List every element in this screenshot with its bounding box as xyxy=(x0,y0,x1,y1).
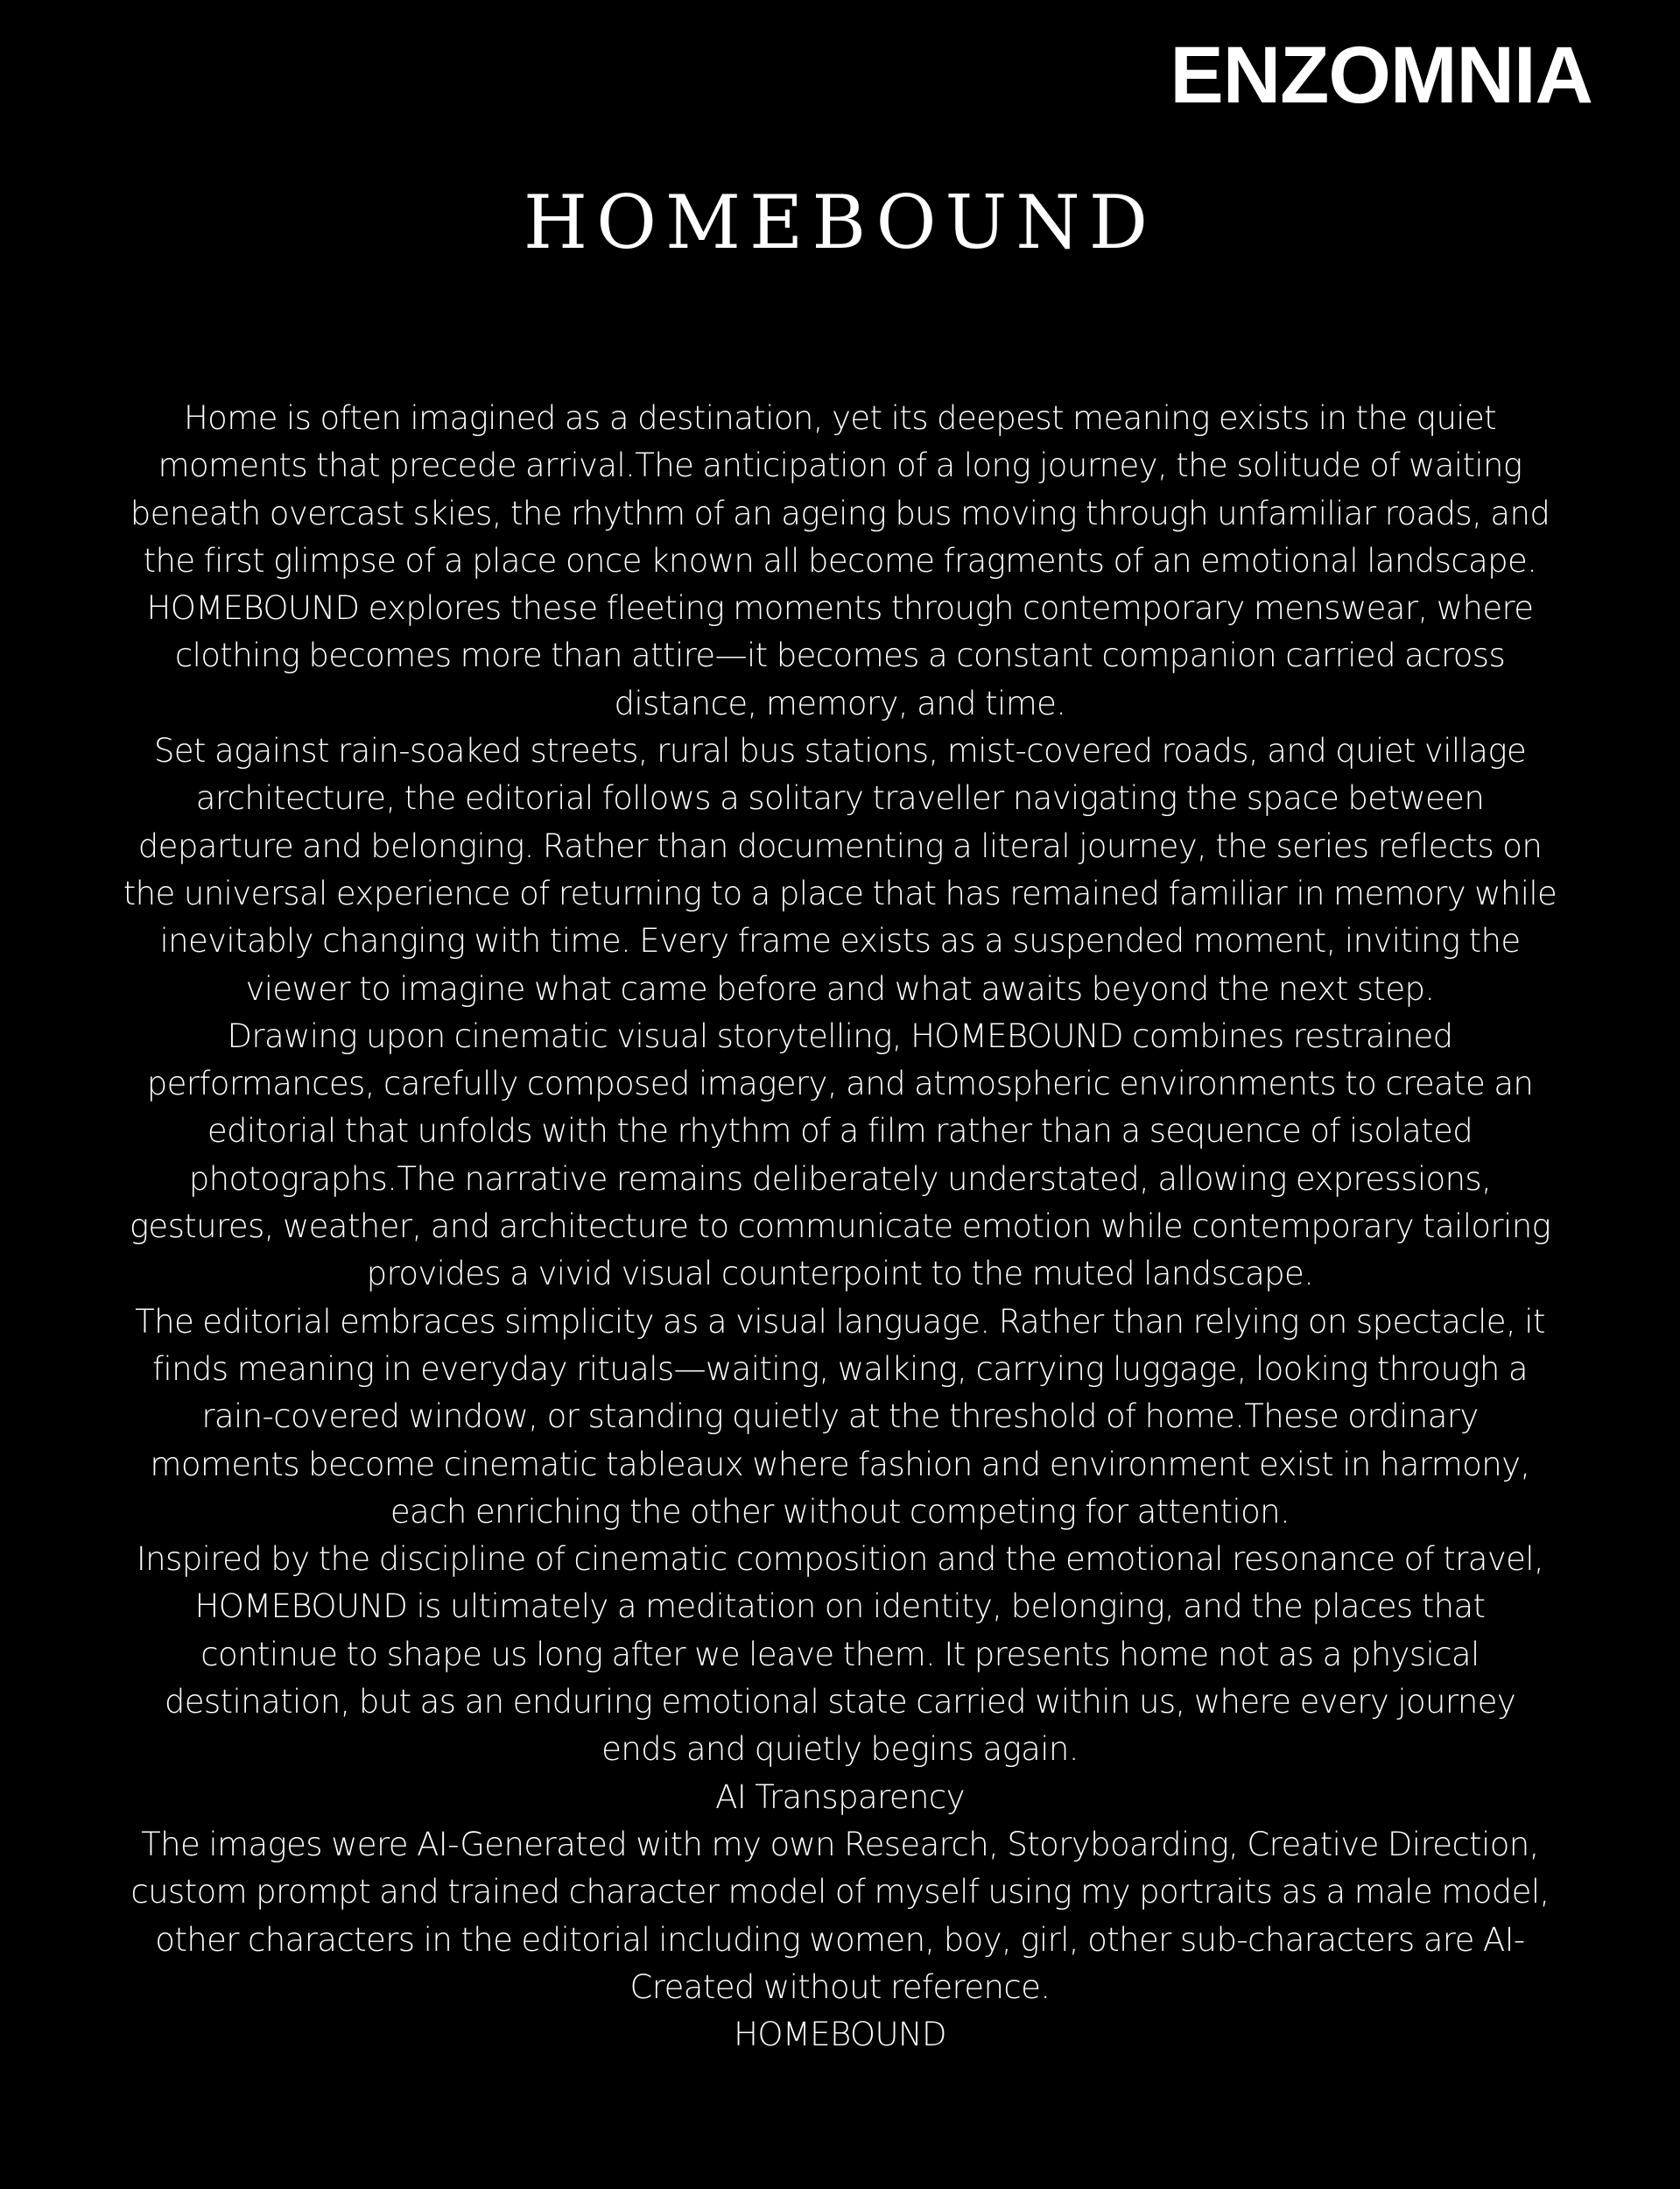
paragraph-simplicity: The editorial embraces simplicity as a visual language. Rather than relying on spectacle, it finds meaning in everyday rituals—waiting, walking, carrying luggage, looking through a rain-covered window, or standing quietly at the threshold of home.These ordinary moments become cinematic tableaux where fashion and environment exist in harmony, each enriching the other without competing for attention. xyxy=(135,1302,1545,1531)
paragraph-setting: Set against rain-soaked streets, rural bus stations, mist-covered roads, and quiet village architecture, the editorial follows a solitary traveller navigating the space between departure and belonging. Rather than documenting a literal journey, the series reflects on the universal experience of returning to a place that has remained familiar in memory while inevitably changing with time. Every frame exists as a suspended moment, inviting the viewer to imagine what came before and what awaits beyond the next step. xyxy=(123,732,1557,1008)
paragraph-intro: Home is often imagined as a destination, yet its deepest meaning exists in the quiet moments that precede arrival.The anticipation of a long journey, the solitude of waiting beneath overcast skies, the rhythm of an ageing bus moving through unfamiliar roads, and the first glimpse of a place once known all become fragments of an emotional landscape. HOMEBOUND explores these fleeting moments through contemporary menswear, where clothing becomes more than attire—it becomes a constant companion carried across distance, memory, and time. xyxy=(130,399,1550,722)
article-body xyxy=(123,395,1557,2059)
closing-title: HOMEBOUND xyxy=(734,2016,946,2054)
ai-transparency-heading: AI Transparency xyxy=(715,1777,965,1816)
paragraph-inspiration: Inspired by the discipline of cinematic composition and the emotional resonance of travel, HOMEBOUND is ultimately a meditation on identity, belonging, and the places that continue to shape us long after we leave them. It presents home not as a physical destination, but as an enduring emotional state carried within us, where every journey ends and quietly begins again. xyxy=(136,1540,1544,1769)
page-title: HOMEBOUND xyxy=(523,179,1157,265)
paragraph-ai-disclosure: The images were AI-Generated with my own Research, Storyboarding, Creative Direction, custom prompt and trained character model of myself using my portraits as a male model, other characters in the editorial including women, boy, girl, other sub-characters are AI-Created without reference. xyxy=(130,1825,1550,2006)
paragraph-storytelling: Drawing upon cinematic visual storytelling, HOMEBOUND combines restrained performances, carefully composed imagery, and atmospheric environments to create an editorial that unfolds with the rhythm of a film rather than a sequence of isolated photographs.The narrative remains deliberately understated, allowing expressions, gestures, weather, and architecture to communicate emotion while contemporary tailoring provides a vivid visual counterpoint to the muted landscape. xyxy=(129,1017,1551,1293)
publication-logo: ENZOMNIA xyxy=(1170,31,1592,120)
